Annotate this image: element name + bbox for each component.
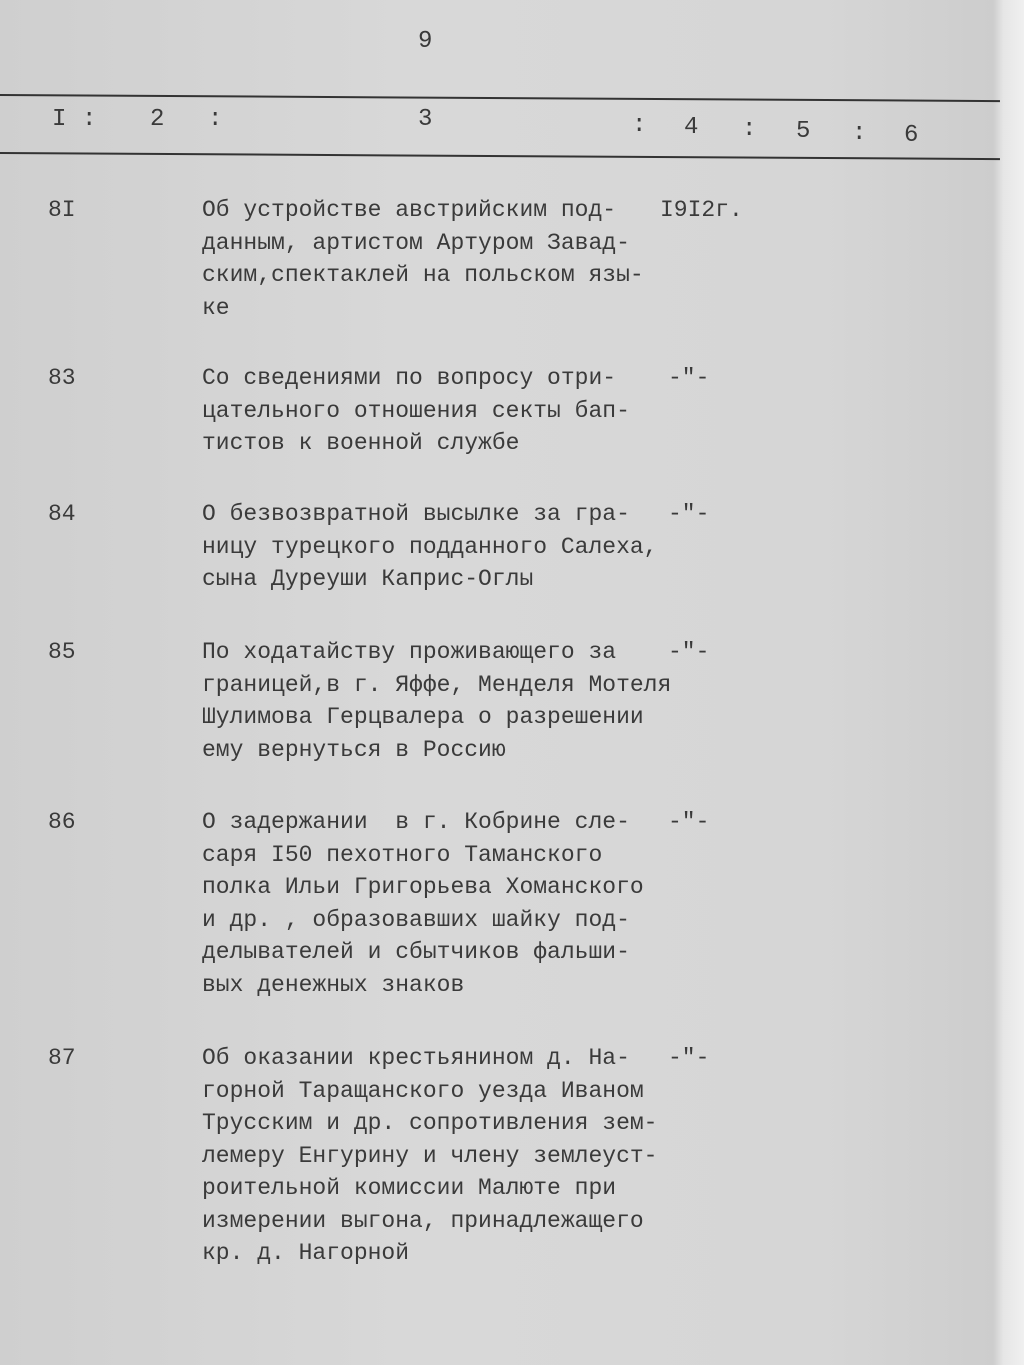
entry-year: -"- — [668, 639, 710, 665]
entry-year: -"- — [668, 365, 710, 391]
entry-number: 85 — [48, 639, 76, 665]
entry-line: О задержании в г. Кобрине сле- — [202, 809, 630, 835]
entry-line: и др. , образовавших шайку под- — [202, 906, 630, 933]
entry-line: ницу турецкого подданного Салеха, — [202, 533, 658, 560]
entry-line: лемеру Енгурину и члену землеуст- — [202, 1142, 658, 1169]
column-separator: : — [632, 112, 647, 139]
entry-line: Трусским и др. сопротивления зем- — [202, 1110, 658, 1136]
entry-number: 84 — [48, 501, 76, 527]
entry-description — [202, 1042, 657, 1270]
column-header-5: 5 — [796, 118, 811, 145]
entry-line: кр. д. Нагорной — [202, 1240, 410, 1266]
entry-year: -"- — [668, 809, 710, 835]
entry-line: Об оказании крестьянином д. На- — [202, 1045, 630, 1071]
column-separator: : — [742, 116, 757, 143]
column-header-3: 3 — [418, 106, 433, 133]
entry-number: 86 — [48, 809, 76, 835]
entry-line: роительной комиссии Малюте при — [202, 1175, 617, 1201]
entry-year: -"- — [668, 501, 710, 527]
entry-year: -"- — [668, 1045, 710, 1071]
entry-line: ке — [202, 294, 230, 321]
column-header-6: 6 — [904, 122, 919, 149]
entry-line: горной Таращанского уезда Иваном — [202, 1077, 644, 1104]
entry-line: ему вернуться в Россию — [202, 736, 506, 763]
column-separator: : — [82, 106, 97, 133]
entry-line: Со сведениями по вопросу отри- — [202, 365, 617, 391]
entry-line: саря I50 пехотного Таманского — [202, 841, 603, 868]
entry-description — [202, 498, 657, 596]
entry-line: данным, артистом Артуром Завад- — [202, 229, 630, 256]
entry-description — [202, 362, 630, 460]
header-top-rule — [0, 94, 1000, 102]
column-header-1: I — [52, 106, 67, 133]
entry-number: 83 — [48, 365, 76, 391]
column-header-4: 4 — [684, 114, 699, 141]
entry-description — [202, 806, 644, 1001]
entry-line: тистов к военной службе — [202, 430, 520, 456]
entry-line: Об устройстве австрийским под- — [202, 197, 617, 223]
column-header-2: 2 — [150, 106, 165, 133]
entry-line: полка Ильи Григорьева Хоманского — [202, 874, 644, 900]
entry-line: сына Дуреуши Каприс-Оглы — [202, 566, 534, 592]
entry-line: ским,спектаклей на польском язы- — [202, 262, 644, 288]
entry-line: цательного отношения секты бап- — [202, 397, 630, 424]
entry-line: измерении выгона, принадлежащего — [202, 1207, 644, 1234]
entry-line: вых денежных знаков — [202, 971, 465, 998]
header-bottom-rule — [0, 152, 1000, 160]
entry-line: границей,в г. Яффе, Менделя Мотеля — [202, 671, 672, 698]
entry-line: делывателей и сбытчиков фальши- — [202, 939, 630, 965]
entry-description — [202, 636, 671, 766]
entry-description — [202, 194, 644, 324]
page-number: 9 — [418, 28, 433, 55]
column-separator: : — [208, 106, 223, 133]
entry-line: Шулимова Герцвалера о разрешении — [202, 704, 644, 730]
entry-number: 8I — [48, 197, 76, 223]
entry-year: I9I2г. — [660, 197, 743, 223]
entry-line: О безвозвратной высылке за гра- — [202, 501, 630, 527]
entry-number: 87 — [48, 1045, 76, 1071]
column-separator: : — [852, 120, 867, 147]
entry-line: По ходатайству проживающего за — [202, 639, 617, 665]
